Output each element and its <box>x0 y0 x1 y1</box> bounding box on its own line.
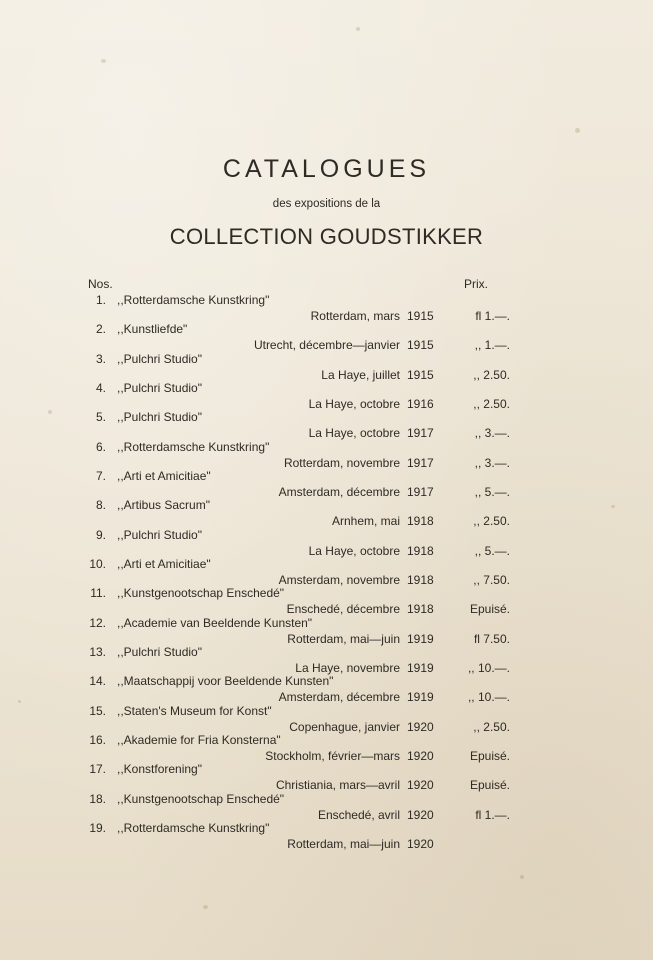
paper-speck <box>203 905 208 909</box>
exhibition-year: 1915 <box>407 368 434 382</box>
exhibition-place: Stockholm, février—mars <box>265 749 400 763</box>
catalogue-entry <box>0 821 653 879</box>
catalogue-price: ,, 2.50. <box>473 720 510 734</box>
catalogues-title: CATALOGUES <box>222 155 431 183</box>
entry-number: 8. <box>95 498 106 512</box>
exhibition-year: 1920 <box>407 749 434 763</box>
exhibition-year: 1920 <box>407 778 434 792</box>
catalogue-price: ,, 2.50. <box>473 368 510 382</box>
catalogue-price: Epuisé. <box>469 602 510 616</box>
exhibition-name: ,,Akademie for Fria Konsterna" <box>117 733 281 747</box>
exhibition-year: 1915 <box>407 309 434 323</box>
exhibition-year: 1918 <box>407 514 434 528</box>
entry-number: 2. <box>95 322 106 336</box>
exhibition-place: Rotterdam, novembre <box>283 456 400 470</box>
exhibition-year: 1915 <box>407 338 434 352</box>
subtitle: des expositions de la <box>272 198 381 210</box>
exhibition-place: La Haye, octobre <box>308 426 400 440</box>
exhibition-year: 1918 <box>407 573 434 587</box>
catalogue-price: ,, 5.—. <box>474 485 510 499</box>
catalogue-price: fl 7.50. <box>473 632 510 646</box>
entry-number: 5. <box>95 410 106 424</box>
exhibition-year: 1920 <box>407 720 434 734</box>
exhibition-place: La Haye, novembre <box>295 661 400 675</box>
entry-number: 13. <box>89 645 106 659</box>
exhibition-name: ,,Rotterdamsche Kunstkring" <box>117 440 270 454</box>
exhibition-name: ,,Pulchri Studio" <box>117 528 202 542</box>
exhibition-place: Rotterdam, mai—juin <box>287 632 400 646</box>
exhibition-place: Rotterdam, mai—juin <box>287 837 400 851</box>
exhibition-name: ,,Rotterdamsche Kunstkring" <box>117 821 270 835</box>
exhibition-year: 1920 <box>407 808 434 822</box>
catalogue-price: ,, 5.—. <box>474 544 510 558</box>
exhibition-name: ,,Pulchri Studio" <box>117 645 202 659</box>
exhibition-name: ,,Academie van Beeldende Kunsten" <box>117 616 313 630</box>
paper-speck <box>101 59 106 63</box>
exhibition-place: Enschedé, avril <box>317 808 400 822</box>
exhibition-name: ,,Artibus Sacrum" <box>117 498 210 512</box>
catalogue-price: fl 1.—. <box>475 309 510 323</box>
catalogue-price: ,, 3.—. <box>474 426 510 440</box>
exhibition-place: La Haye, octobre <box>308 544 400 558</box>
paper-speck <box>356 27 360 31</box>
exhibition-year: 1918 <box>407 544 434 558</box>
entry-number: 19. <box>89 821 106 835</box>
catalogue-price: ,, 10.—. <box>467 661 510 675</box>
entry-number: 7. <box>95 469 106 483</box>
exhibition-place: Amsterdam, décembre <box>278 485 400 499</box>
exhibition-year: 1917 <box>407 456 434 470</box>
exhibition-year: 1917 <box>407 485 434 499</box>
catalogue-price: Epuisé. <box>469 749 510 763</box>
exhibition-year: 1917 <box>407 426 434 440</box>
exhibition-place: Utrecht, décembre—janvier <box>253 338 400 352</box>
entry-number: 9. <box>95 528 106 542</box>
catalogue-price: ,, 1.—. <box>474 338 510 352</box>
catalogue-price: ,, 2.50. <box>473 397 510 411</box>
exhibition-name: ,,Pulchri Studio" <box>117 352 202 366</box>
entry-number: 12. <box>89 616 106 630</box>
catalogue-price: ,, 3.—. <box>474 456 510 470</box>
exhibition-name: ,,Kunstgenootschap Enschedé" <box>117 586 285 600</box>
catalogue-price: ,, 7.50. <box>473 573 510 587</box>
entry-number: 17. <box>89 762 106 776</box>
entry-number: 15. <box>89 704 106 718</box>
entry-number: 16. <box>89 733 106 747</box>
exhibition-place: Rotterdam, mars <box>310 309 400 323</box>
exhibition-year: 1918 <box>407 602 434 616</box>
exhibition-place: Christiania, mars—avril <box>275 778 400 792</box>
exhibition-name: ,,Kunstliefde" <box>117 322 188 336</box>
exhibition-name: ,,Arti et Amicitiae" <box>117 469 211 483</box>
collection-title: COLLECTION GOUDSTIKKER <box>169 224 484 249</box>
entry-number: 3. <box>95 352 106 366</box>
entry-number: 14. <box>89 674 106 688</box>
catalogue-price: Epuisé. <box>469 778 510 792</box>
column-header-nos: Nos. <box>88 277 113 291</box>
catalogue-price: ,, 10.—. <box>467 690 510 704</box>
exhibition-place: La Haye, juillet <box>321 368 400 382</box>
exhibition-place: La Haye, octobre <box>308 397 400 411</box>
exhibition-year: 1919 <box>407 632 434 646</box>
exhibition-name: ,,Pulchri Studio" <box>117 410 202 424</box>
catalogue-price: ,, 2.50. <box>473 514 510 528</box>
exhibition-name: ,,Arti et Amicitiae" <box>117 557 211 571</box>
column-header-prix: Prix. <box>464 277 488 291</box>
exhibition-name: ,,Kunstgenootschap Enschedé" <box>117 792 285 806</box>
entry-number: 1. <box>95 293 106 307</box>
entry-number: 10. <box>89 557 106 571</box>
entry-number: 18. <box>89 792 106 806</box>
exhibition-name: ,,Rotterdamsche Kunstkring" <box>117 293 270 307</box>
exhibition-name: ,,Pulchri Studio" <box>117 381 202 395</box>
exhibition-year: 1919 <box>407 661 434 675</box>
exhibition-year: 1919 <box>407 690 434 704</box>
paper-speck <box>575 128 580 133</box>
entry-number: 6. <box>95 440 106 454</box>
exhibition-place: Arnhem, mai <box>331 514 400 528</box>
exhibition-name: ,,Staten's Museum for Konst" <box>117 704 272 718</box>
exhibition-place: Amsterdam, décembre <box>278 690 400 704</box>
entry-number: 11. <box>90 586 106 600</box>
exhibition-year: 1920 <box>407 837 434 851</box>
exhibition-place: Amsterdam, novembre <box>278 573 400 587</box>
exhibition-name: ,,Maatschappij voor Beeldende Kunsten" <box>117 674 334 688</box>
exhibition-place: Copenhague, janvier <box>289 720 400 734</box>
exhibition-place: Enschedé, décembre <box>286 602 400 616</box>
catalogue-price: fl 1.—. <box>475 808 510 822</box>
exhibition-name: ,,Konstforening" <box>117 762 202 776</box>
exhibition-year: 1916 <box>407 397 434 411</box>
entry-number: 4. <box>95 381 106 395</box>
